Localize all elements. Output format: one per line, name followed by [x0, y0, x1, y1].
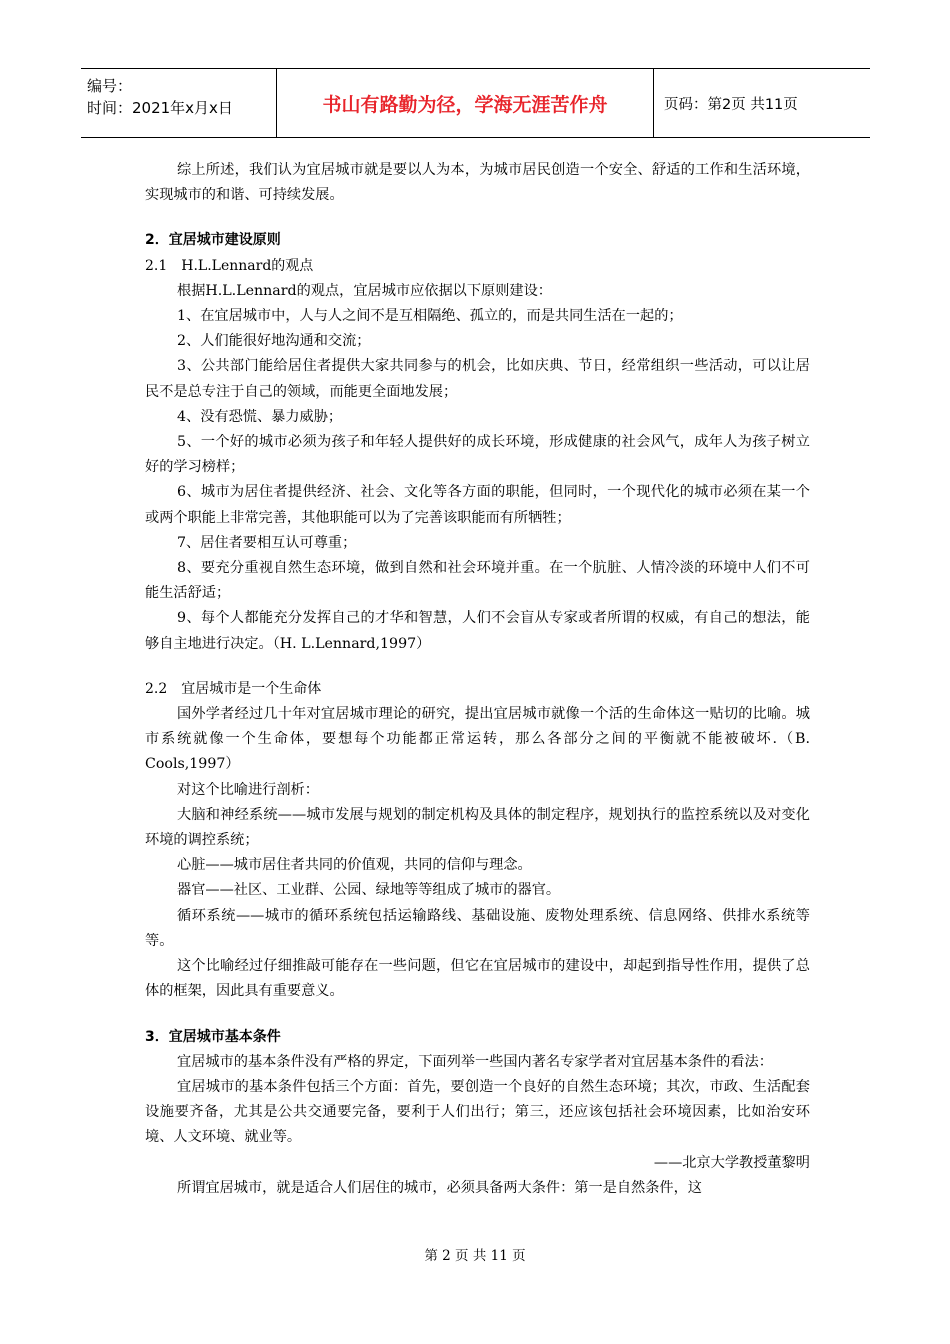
header-motto: 书山有路勤为径，学海无涯苦作舟 — [322, 93, 608, 116]
header-page-info: 页码：第2页 共11页 — [664, 96, 798, 113]
paragraph: 这个比喻经过仔细推敲可能存在一些问题，但它在宜居城市的建设中，却起到指导性作用，提供了总体的框架，因此具有重要意义。 — [145, 958, 810, 1000]
principle-item: 7、居住者要相互认可尊重； — [177, 534, 357, 551]
section-2-title: 2．宜居城市建设原则 — [145, 232, 281, 249]
page-footer: 第 2 页 共 11 页 — [424, 1248, 526, 1264]
principle-item: 5、一个好的城市必须为孩子和年轻人提供好的成长环境，形成健康的社会风气，成年人为孩子树立好的学习榜样； — [145, 434, 810, 476]
paragraph: 循环系统——城市的循环系统包括运输路线、基础设施、废物处理系统、信息网络、供排水系统等等。 — [145, 907, 810, 949]
paragraph: 对这个比喻进行剖析： — [177, 781, 319, 798]
paragraph: 宜居城市的基本条件没有严格的界定，下面列举一些国内著名专家学者对宜居基本条件的看法： — [177, 1053, 773, 1070]
date-label: 时间：2021年x月x日 — [87, 99, 233, 117]
document-body — [145, 158, 810, 1201]
paragraph: 国外学者经过几十年对宜居城市理论的研究，提出宜居城市就像一个活的生命体这一贴切的比喻。城市系统就像一个生命体，要想每个功能都正常运转，那么各部分之间的平衡就不能被破坏.（B. Cools,1997） — [145, 706, 810, 773]
header-meta — [87, 75, 277, 119]
paragraph: 心脏——城市居住者共同的价值观，共同的信仰与理念。 — [177, 857, 532, 874]
principle-item: 9、每个人都能充分发挥自己的才华和智慧，人们不会盲从专家或者所谓的权威，有自己的想法，能够自主地进行决定。（H. L.Lennard,1997） — [145, 610, 810, 652]
number-label: 编号： — [87, 77, 133, 95]
paragraph: 大脑和神经系统——城市发展与规划的制定机构及具体的制定程序，规划执行的监控系统以及对变化环境的调控系统； — [145, 806, 810, 849]
paragraph: 所谓宜居城市，就是适合人们居住的城市，必须具备两大条件：第一是自然条件，这 — [177, 1179, 702, 1196]
intro-paragraph: 综上所述，我们认为宜居城市就是要以人为本，为城市居民创造一个安全、舒适的工作和生活环境，实现城市的和谐、可持续发展。 — [145, 162, 810, 204]
subsection-2-2-title: 2.2 宜居城市是一个生命体 — [145, 680, 322, 697]
subsection-2-1-lead: 根据H.L.Lennard的观点，宜居城市应依据以下原则建设： — [177, 282, 552, 299]
principle-item: 3、公共部门能给居住者提供大家共同参与的机会，比如庆典、节日，经常组织一些活动，可以让居民不是总专注于自己的领域，而能更全面地发展； — [145, 358, 810, 400]
principle-item: 2、人们能很好地沟通和交流； — [177, 333, 371, 350]
subsection-2-1-title: 2.1 H.L.Lennard的观点 — [145, 257, 314, 274]
paragraph: 器官——社区、工业群、公园、绿地等等组成了城市的器官。 — [177, 882, 561, 899]
paragraph: 宜居城市的基本条件包括三个方面：首先，要创造一个良好的自然生态环境；其次，市政、生活配套设施要齐备，尤其是公共交通要完备，要利于人们出行；第三，还应该包括社会环境因素，比如治安环境、人文环境、就业等。 — [145, 1078, 810, 1146]
page-header — [81, 68, 870, 138]
section-3-title: 3．宜居城市基本条件 — [145, 1028, 281, 1045]
attribution: ——北京大学教授董黎明 — [653, 1154, 810, 1171]
principle-item: 4、没有恐慌、暴力威胁； — [177, 408, 343, 425]
principle-item: 6、城市为居住者提供经济、社会、文化等各方面的职能，但同时，一个现代化的城市必须在某一个或两个职能上非常完善，其他职能可以为了完善该职能而有所牺牲； — [145, 484, 810, 526]
principle-item: 8、要充分重视自然生态环境，做到自然和社会环境并重。在一个肮脏、人情冷淡的环境中人们不可能生活舒适； — [145, 560, 810, 602]
header-divider — [653, 69, 654, 137]
principle-item: 1、在宜居城市中，人与人之间不是互相隔绝、孤立的，而是共同生活在一起的； — [177, 308, 683, 325]
